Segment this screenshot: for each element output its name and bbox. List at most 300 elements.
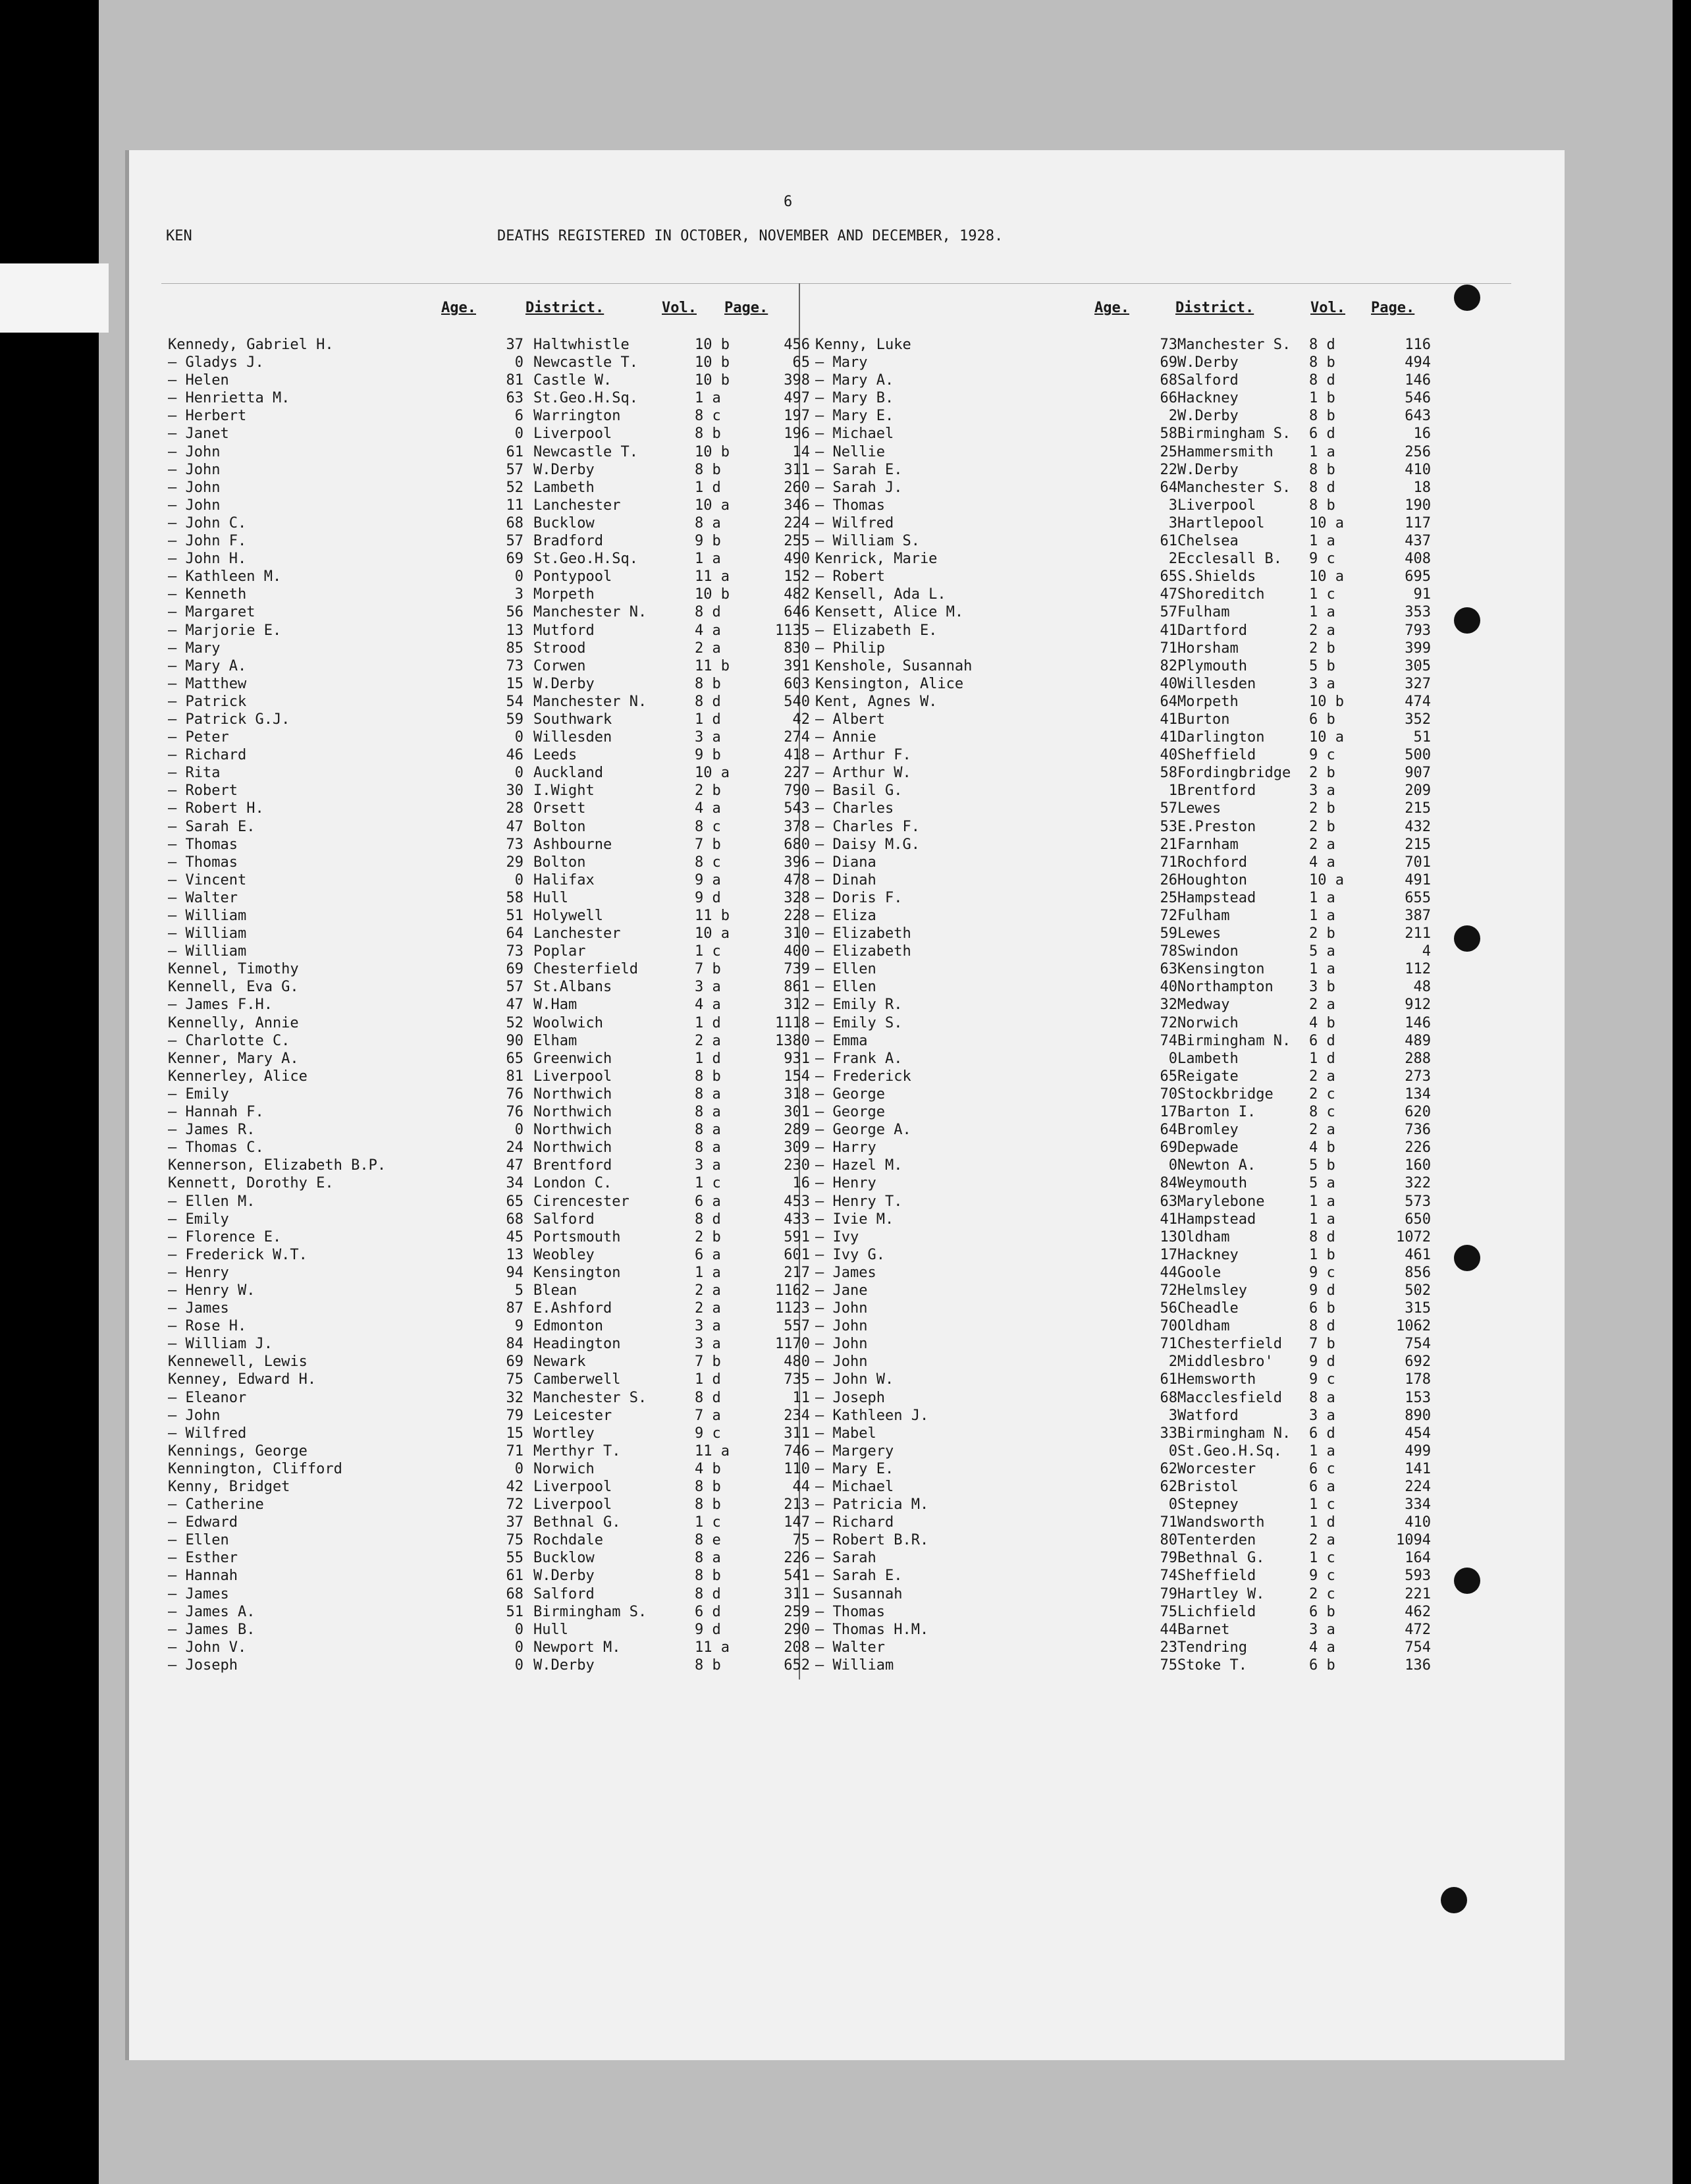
entry-district: Kensington bbox=[1177, 961, 1265, 978]
entry-name: — Walter bbox=[168, 889, 238, 906]
entry-vol: 2 a bbox=[1309, 622, 1335, 639]
entry-page: 1072 bbox=[1396, 1228, 1431, 1245]
entry-vol: 9 c bbox=[1309, 747, 1335, 764]
entry-district: Headington bbox=[533, 1336, 621, 1353]
entry-age: 78 bbox=[1160, 943, 1177, 960]
entry-district: Weymouth bbox=[1177, 1175, 1247, 1192]
binder-hole bbox=[1454, 285, 1480, 311]
entry-vol: 10 b bbox=[695, 586, 730, 603]
entry-page: 462 bbox=[1405, 1603, 1431, 1620]
entry-district: Oldham bbox=[1177, 1228, 1230, 1245]
entry-vol: 8 b bbox=[1309, 408, 1335, 425]
entry-age: 32 bbox=[506, 1389, 523, 1406]
entry-page: 18 bbox=[1413, 479, 1431, 496]
entry-district: Chelsea bbox=[1177, 533, 1239, 550]
entry-district: Leeds bbox=[533, 747, 577, 764]
entry-district: Weobley bbox=[533, 1246, 595, 1263]
entry-page: 146 bbox=[1405, 1014, 1431, 1031]
entry-age: 2 bbox=[1168, 551, 1177, 568]
entry-page: 793 bbox=[1405, 622, 1431, 639]
entry-vol: 1 c bbox=[1309, 1550, 1335, 1567]
entry-age: 45 bbox=[506, 1228, 523, 1245]
entry-district: Poplar bbox=[533, 943, 586, 960]
entry-age: 0 bbox=[514, 425, 523, 443]
entry-district: St.Geo.H.Sq. bbox=[1177, 1442, 1282, 1460]
entry-age: 0 bbox=[514, 1621, 523, 1638]
entry-district: Macclesfield bbox=[1177, 1389, 1282, 1406]
entry-vol: 11 a bbox=[695, 1639, 730, 1656]
entry-vol: 2 c bbox=[1309, 1585, 1335, 1602]
entry-vol: 9 c bbox=[1309, 551, 1335, 568]
entry-vol: 8 c bbox=[695, 818, 721, 835]
entry-district: Chesterfield bbox=[533, 961, 638, 978]
entry-name: — William bbox=[168, 925, 247, 942]
entry-vol: 1 c bbox=[695, 1175, 721, 1192]
entry-vol: 9 c bbox=[695, 1425, 721, 1442]
entry-page: 311 bbox=[784, 461, 810, 478]
entry-page: 215 bbox=[1405, 836, 1431, 853]
entry-district: Corwen bbox=[533, 657, 586, 674]
entry-name: — Patrick G.J. bbox=[168, 711, 290, 728]
entry-age: 79 bbox=[1160, 1585, 1177, 1602]
entry-vol: 2 b bbox=[1309, 925, 1335, 942]
entry-district: Sheffield bbox=[1177, 1568, 1256, 1585]
entry-age: 41 bbox=[1160, 729, 1177, 746]
entry-page: 746 bbox=[784, 1442, 810, 1460]
binder-hole bbox=[1454, 1568, 1480, 1594]
entry-age: 25 bbox=[1160, 443, 1177, 460]
entry-page: 209 bbox=[1405, 782, 1431, 800]
entry-age: 81 bbox=[506, 372, 523, 389]
entry-name: — Mabel bbox=[815, 1425, 876, 1442]
entry-name: — William bbox=[168, 943, 247, 960]
entry-page: 4 bbox=[1422, 943, 1431, 960]
entry-age: 64 bbox=[1160, 479, 1177, 496]
entry-age: 37 bbox=[506, 1514, 523, 1531]
entry-page: 221 bbox=[1405, 1585, 1431, 1602]
entry-district: Holywell bbox=[533, 908, 603, 924]
entry-name: — Thomas bbox=[815, 497, 885, 514]
entry-page: 256 bbox=[1405, 443, 1431, 460]
entry-district: Castle W. bbox=[533, 372, 612, 389]
entry-name: — Florence E. bbox=[168, 1228, 282, 1245]
entry-district: Barnet bbox=[1177, 1621, 1230, 1638]
entry-age: 71 bbox=[1160, 854, 1177, 871]
entry-age: 64 bbox=[1160, 693, 1177, 710]
entry-page: 754 bbox=[1405, 1336, 1431, 1353]
entry-page: 391 bbox=[784, 657, 810, 674]
entry-name: — Elizabeth bbox=[815, 925, 911, 942]
entry-vol: 11 b bbox=[695, 657, 730, 674]
entry-page: 620 bbox=[1405, 1104, 1431, 1121]
entry-age: 84 bbox=[506, 1336, 523, 1353]
entry-age: 13 bbox=[1160, 1228, 1177, 1245]
entry-district: W.Derby bbox=[1177, 408, 1239, 425]
entry-age: 57 bbox=[506, 461, 523, 478]
entry-district: Mutford bbox=[533, 622, 595, 639]
entry-vol: 2 a bbox=[695, 1282, 721, 1299]
entry-age: 52 bbox=[506, 479, 523, 496]
entry-page: 494 bbox=[1405, 354, 1431, 371]
entry-name: Kenney, Edward H. bbox=[168, 1371, 317, 1388]
entry-name: — Emily bbox=[168, 1085, 229, 1103]
entry-age: 81 bbox=[506, 1068, 523, 1085]
entry-page: 1162 bbox=[775, 1282, 810, 1299]
entry-age: 5 bbox=[514, 1282, 523, 1299]
entry-page: 213 bbox=[784, 1496, 810, 1514]
entry-name: — Hazel M. bbox=[815, 1157, 903, 1174]
entry-vol: 8 a bbox=[695, 514, 721, 532]
entry-name: — Herbert bbox=[168, 408, 247, 425]
entry-district: Reigate bbox=[1177, 1068, 1239, 1085]
entry-page: 541 bbox=[784, 1568, 810, 1585]
entry-age: 13 bbox=[506, 622, 523, 639]
entry-page: 543 bbox=[784, 800, 810, 817]
entry-vol: 8 b bbox=[695, 425, 721, 443]
entry-vol: 2 a bbox=[1309, 996, 1335, 1014]
entry-age: 41 bbox=[1160, 1211, 1177, 1228]
entry-page: 310 bbox=[784, 925, 810, 942]
entry-age: 15 bbox=[506, 675, 523, 692]
entry-page: 91 bbox=[1413, 586, 1431, 603]
entry-district: Lewes bbox=[1177, 800, 1221, 817]
entry-name: Kennerson, Elizabeth B.P. bbox=[168, 1157, 387, 1174]
entry-district: Merthyr T. bbox=[533, 1442, 621, 1460]
entry-district: Norwich bbox=[533, 1460, 595, 1477]
entry-vol: 1 d bbox=[1309, 1050, 1335, 1067]
entry-vol: 8 b bbox=[1309, 461, 1335, 478]
entry-name: — William S. bbox=[815, 533, 920, 550]
entry-page: 502 bbox=[1405, 1282, 1431, 1299]
entry-district: St.Albans bbox=[533, 979, 612, 996]
entry-age: 69 bbox=[506, 961, 523, 978]
entry-vol: 6 c bbox=[1309, 1460, 1335, 1477]
entry-page: 456 bbox=[784, 337, 810, 353]
entry-age: 30 bbox=[506, 782, 523, 800]
entry-page: 907 bbox=[1405, 765, 1431, 782]
entry-name: — James A. bbox=[168, 1603, 255, 1620]
entry-district: Lambeth bbox=[533, 479, 595, 496]
entry-district: Willesden bbox=[533, 729, 612, 746]
entry-name: — Richard bbox=[815, 1514, 894, 1531]
entry-age: 17 bbox=[1160, 1246, 1177, 1263]
entry-age: 54 bbox=[506, 693, 523, 710]
entry-age: 59 bbox=[506, 711, 523, 728]
entry-district: Haltwhistle bbox=[533, 337, 630, 353]
entry-vol: 1 a bbox=[695, 1264, 721, 1281]
entry-age: 0 bbox=[1168, 1496, 1177, 1514]
entry-age: 24 bbox=[506, 1139, 523, 1157]
entry-district: Bolton bbox=[533, 854, 586, 871]
entry-vol: 3 a bbox=[1309, 1407, 1335, 1424]
entry-district: W.Derby bbox=[533, 461, 595, 478]
entry-district: Liverpool bbox=[533, 1479, 612, 1495]
entry-name: — Sarah E. bbox=[168, 818, 255, 835]
entry-page: 546 bbox=[1405, 390, 1431, 407]
entry-name: — Joseph bbox=[815, 1389, 885, 1406]
entry-vol: 2 b bbox=[695, 1228, 721, 1245]
entry-age: 47 bbox=[1160, 586, 1177, 603]
entry-district: Hartley W. bbox=[1177, 1585, 1265, 1602]
entry-page: 474 bbox=[1405, 693, 1431, 710]
entry-age: 68 bbox=[1160, 1389, 1177, 1406]
entry-page: 410 bbox=[1405, 1514, 1431, 1531]
entry-district: Lewes bbox=[1177, 925, 1221, 942]
entry-vol: 8 d bbox=[1309, 479, 1335, 496]
entry-name: — John bbox=[168, 443, 221, 460]
entry-page: 190 bbox=[1405, 497, 1431, 514]
entry-vol: 8 b bbox=[1309, 497, 1335, 514]
entry-page: 309 bbox=[784, 1139, 810, 1157]
entry-district: Willesden bbox=[1177, 675, 1256, 692]
entry-district: W.Ham bbox=[533, 996, 577, 1014]
entry-name: — John F. bbox=[168, 533, 247, 550]
entry-page: 154 bbox=[784, 1068, 810, 1085]
entry-district: Bradford bbox=[533, 533, 603, 550]
entry-vol: 8 d bbox=[695, 604, 721, 621]
entry-age: 0 bbox=[514, 729, 523, 746]
entry-page: 735 bbox=[784, 1371, 810, 1388]
entry-page: 160 bbox=[1405, 1157, 1431, 1174]
entry-vol: 8 d bbox=[695, 1389, 721, 1406]
entry-vol: 3 a bbox=[1309, 675, 1335, 692]
entry-name: Kenrick, Marie bbox=[815, 551, 938, 568]
entry-vol: 1 a bbox=[1309, 1211, 1335, 1228]
entry-age: 79 bbox=[506, 1407, 523, 1424]
entry-page: 591 bbox=[784, 1228, 810, 1245]
entry-name: — George bbox=[815, 1085, 885, 1103]
entry-vol: 4 b bbox=[1309, 1139, 1335, 1157]
entry-name: — Mary bbox=[815, 354, 868, 371]
entry-age: 0 bbox=[514, 1122, 523, 1139]
entry-page: 652 bbox=[784, 1656, 810, 1674]
entry-vol: 1 a bbox=[1309, 889, 1335, 906]
entry-district: Northwich bbox=[533, 1085, 612, 1103]
entry-district: Manchester N. bbox=[533, 693, 647, 710]
entry-name: — Mary E. bbox=[815, 1460, 894, 1477]
entry-name: Kenny, Bridget bbox=[168, 1479, 290, 1495]
entry-vol: 1 c bbox=[1309, 1496, 1335, 1514]
entry-name: — Catherine bbox=[168, 1496, 264, 1514]
entry-vol: 5 a bbox=[1309, 1175, 1335, 1192]
entry-name: Kennell, Eva G. bbox=[168, 979, 299, 996]
entry-district: Stoke T. bbox=[1177, 1656, 1247, 1674]
entry-vol: 3 a bbox=[695, 979, 721, 996]
entry-district: Wortley bbox=[533, 1425, 595, 1442]
entry-page: 16 bbox=[792, 1175, 810, 1192]
entry-name: — Ellen bbox=[168, 1532, 229, 1549]
entry-district: Manchester S. bbox=[533, 1389, 647, 1406]
entry-name: — Daisy M.G. bbox=[815, 836, 920, 853]
entry-age: 47 bbox=[506, 1157, 523, 1174]
entry-page: 146 bbox=[1405, 372, 1431, 389]
binder-hole bbox=[1454, 607, 1480, 634]
entry-name: — Ellen M. bbox=[168, 1193, 255, 1210]
entry-age: 72 bbox=[1160, 908, 1177, 924]
entry-name: — Thomas C. bbox=[168, 1139, 264, 1157]
entry-vol: 6 a bbox=[695, 1193, 721, 1210]
entry-age: 53 bbox=[1160, 818, 1177, 835]
entry-page: 178 bbox=[1405, 1371, 1431, 1388]
entry-name: — Ivy G. bbox=[815, 1246, 885, 1263]
entry-name: — Matthew bbox=[168, 675, 247, 692]
entry-age: 37 bbox=[506, 337, 523, 353]
entry-page: 912 bbox=[1405, 996, 1431, 1014]
entry-district: Lambeth bbox=[1177, 1050, 1239, 1067]
entry-name: Kenner, Mary A. bbox=[168, 1050, 299, 1067]
entry-age: 29 bbox=[506, 854, 523, 871]
entry-vol: 8 b bbox=[695, 1496, 721, 1514]
entry-name: — Sarah E. bbox=[815, 1568, 903, 1585]
entry-vol: 8 d bbox=[695, 1585, 721, 1602]
binder-hole bbox=[1454, 1245, 1480, 1271]
entry-age: 0 bbox=[1168, 1442, 1177, 1460]
entry-page: 472 bbox=[1405, 1621, 1431, 1638]
entry-age: 2 bbox=[1168, 408, 1177, 425]
entry-age: 0 bbox=[1168, 1157, 1177, 1174]
entry-vol: 8 d bbox=[1309, 1228, 1335, 1245]
entry-district: Rochdale bbox=[533, 1532, 603, 1549]
entry-name: — Arthur F. bbox=[815, 747, 911, 764]
entry-age: 6 bbox=[514, 408, 523, 425]
entry-district: Birmingham N. bbox=[1177, 1032, 1291, 1049]
entry-page: 378 bbox=[784, 818, 810, 835]
entry-page: 437 bbox=[1405, 533, 1431, 550]
entry-vol: 7 b bbox=[695, 1353, 721, 1371]
entry-vol: 2 a bbox=[695, 1032, 721, 1049]
entry-district: Shoreditch bbox=[1177, 586, 1265, 603]
entry-age: 70 bbox=[1160, 1318, 1177, 1335]
entry-district: Hammersmith bbox=[1177, 443, 1274, 460]
entry-page: 318 bbox=[784, 1085, 810, 1103]
entry-page: 234 bbox=[784, 1407, 810, 1424]
entry-district: Lanchester bbox=[533, 925, 621, 942]
entry-age: 64 bbox=[506, 925, 523, 942]
entry-name: Kennelly, Annie bbox=[168, 1014, 299, 1031]
entry-vol: 3 a bbox=[695, 1318, 721, 1335]
entry-name: — Dinah bbox=[815, 871, 876, 888]
entry-vol: 6 d bbox=[1309, 1425, 1335, 1442]
entry-vol: 6 b bbox=[1309, 1300, 1335, 1317]
entry-age: 0 bbox=[514, 568, 523, 586]
entry-vol: 10 a bbox=[1309, 514, 1344, 532]
entry-vol: 4 a bbox=[695, 800, 721, 817]
entry-vol: 6 b bbox=[1309, 1603, 1335, 1620]
entry-vol: 8 a bbox=[1309, 1389, 1335, 1406]
entry-age: 71 bbox=[1160, 640, 1177, 657]
entry-age: 64 bbox=[1160, 1122, 1177, 1139]
entry-vol: 11 a bbox=[695, 1442, 730, 1460]
entry-age: 3 bbox=[514, 586, 523, 603]
entry-age: 0 bbox=[514, 765, 523, 782]
entry-name: — Harry bbox=[815, 1139, 876, 1157]
entry-age: 52 bbox=[506, 1014, 523, 1031]
entry-name: — Wilfred bbox=[815, 514, 894, 532]
entry-name: — Helen bbox=[168, 372, 229, 389]
entry-page: 701 bbox=[1405, 854, 1431, 871]
entry-age: 73 bbox=[506, 943, 523, 960]
header-rule bbox=[161, 283, 1511, 284]
entry-page: 353 bbox=[1405, 604, 1431, 621]
entry-age: 23 bbox=[1160, 1639, 1177, 1656]
entry-district: Newport M. bbox=[533, 1639, 621, 1656]
entry-district: Camberwell bbox=[533, 1371, 621, 1388]
entry-vol: 10 b bbox=[695, 337, 730, 353]
entry-name: — Eleanor bbox=[168, 1389, 247, 1406]
entry-district: Liverpool bbox=[533, 425, 612, 443]
entry-age: 0 bbox=[514, 871, 523, 888]
entry-name: — John bbox=[168, 479, 221, 496]
entry-page: 305 bbox=[1405, 657, 1431, 674]
entry-age: 41 bbox=[1160, 711, 1177, 728]
entry-district: W.Derby bbox=[1177, 461, 1239, 478]
entry-page: 230 bbox=[784, 1157, 810, 1174]
entry-age: 15 bbox=[506, 1425, 523, 1442]
entry-district: Salford bbox=[1177, 372, 1239, 389]
entry-vol: 8 a bbox=[695, 1104, 721, 1121]
entry-district: Cheadle bbox=[1177, 1300, 1239, 1317]
entry-age: 13 bbox=[506, 1246, 523, 1263]
entry-age: 58 bbox=[1160, 425, 1177, 443]
entry-vol: 8 d bbox=[1309, 337, 1335, 353]
entry-district: Manchester N. bbox=[533, 604, 647, 621]
entry-vol: 8 d bbox=[695, 693, 721, 710]
entry-district: Bromley bbox=[1177, 1122, 1239, 1139]
entry-age: 69 bbox=[1160, 354, 1177, 371]
entry-vol: 2 b bbox=[695, 782, 721, 800]
entry-page: 75 bbox=[792, 1532, 810, 1549]
entry-name: — Philip bbox=[815, 640, 885, 657]
entry-page: 500 bbox=[1405, 747, 1431, 764]
entry-page: 255 bbox=[784, 533, 810, 550]
entry-name: Kennel, Timothy bbox=[168, 961, 299, 978]
entry-page: 482 bbox=[784, 586, 810, 603]
entry-page: 418 bbox=[784, 747, 810, 764]
entry-name: — Emily S. bbox=[815, 1014, 903, 1031]
entry-page: 288 bbox=[1405, 1050, 1431, 1067]
entry-age: 70 bbox=[1160, 1085, 1177, 1103]
entry-vol: 9 c bbox=[1309, 1264, 1335, 1281]
entry-vol: 1 d bbox=[695, 1371, 721, 1388]
entry-name: — Charlotte C. bbox=[168, 1032, 290, 1049]
entry-name: — Thomas bbox=[168, 854, 238, 871]
entry-vol: 3 a bbox=[695, 1157, 721, 1174]
entry-name: — Thomas bbox=[815, 1603, 885, 1620]
right-age-header: Age. bbox=[1094, 300, 1129, 316]
entry-name: — Robert H. bbox=[168, 800, 264, 817]
entry-vol: 8 b bbox=[695, 1656, 721, 1674]
entry-age: 22 bbox=[1160, 461, 1177, 478]
entry-district: Fulham bbox=[1177, 604, 1230, 621]
entry-vol: 10 a bbox=[1309, 871, 1344, 888]
entry-district: Tendring bbox=[1177, 1639, 1247, 1656]
entry-vol: 8 b bbox=[695, 1479, 721, 1495]
entry-page: 387 bbox=[1405, 908, 1431, 924]
entry-name: — John bbox=[815, 1318, 868, 1335]
entry-name: Kennewell, Lewis bbox=[168, 1353, 308, 1371]
entry-district: Depwade bbox=[1177, 1139, 1239, 1157]
entry-page: 153 bbox=[1405, 1389, 1431, 1406]
entry-page: 643 bbox=[1405, 408, 1431, 425]
entry-district: Hampstead bbox=[1177, 1211, 1256, 1228]
entry-name: — Henry bbox=[815, 1175, 876, 1192]
entry-name: Kenshole, Susannah bbox=[815, 657, 973, 674]
entry-age: 66 bbox=[1160, 390, 1177, 407]
entry-age: 65 bbox=[1160, 568, 1177, 586]
entry-vol: 10 b bbox=[695, 354, 730, 371]
entry-vol: 6 a bbox=[695, 1246, 721, 1263]
entry-vol: 9 d bbox=[695, 889, 721, 906]
